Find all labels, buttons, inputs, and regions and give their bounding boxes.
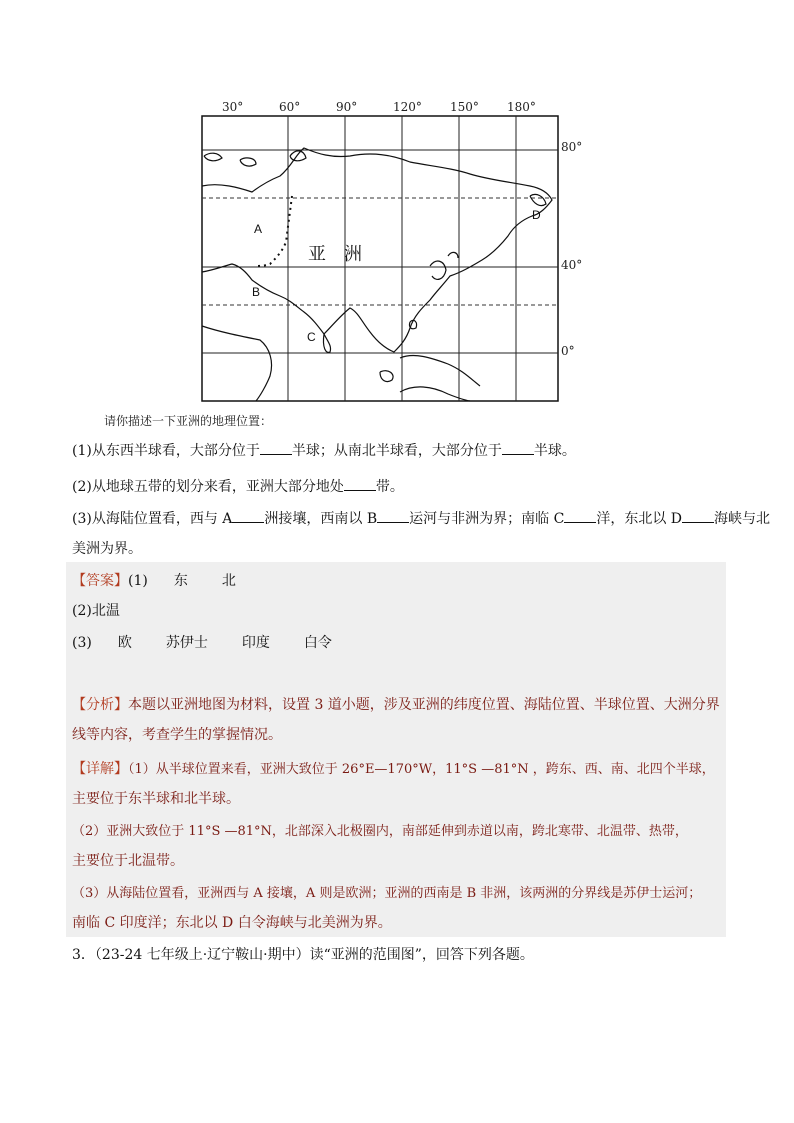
- question-1-part-b: 半球；从南北半球看，大部分位于: [291, 443, 502, 459]
- lon-label-30: 30°: [222, 100, 244, 114]
- detail-line-2: 主要位于东半球和北半球。: [72, 791, 240, 807]
- question-1-part-c: 半球。: [533, 443, 576, 459]
- question-1: [72, 440, 576, 460]
- lat-label-40: 40°: [561, 258, 583, 272]
- question-2-part-a: (2)从地球五带的划分来看，亚洲大部分地处: [72, 479, 344, 495]
- analysis-line-2: 线等内容，考查学生的掌握情况。: [72, 727, 282, 743]
- lon-label-120: 120°: [393, 100, 422, 114]
- lat-label-80: 80°: [561, 140, 583, 154]
- answer-line-2: (2)北温: [72, 603, 120, 619]
- asia-map-svg: [200, 96, 583, 406]
- answer-blank: [344, 478, 376, 491]
- answer-3-item: 苏伊士: [165, 635, 208, 651]
- answer-blank: [377, 510, 409, 523]
- answer-3-item: 欧: [117, 635, 132, 651]
- map-frame: [202, 116, 558, 401]
- question-3-part-a: (3)从海陆位置看，西与 A: [72, 511, 233, 527]
- question-3: [72, 508, 770, 528]
- lon-label-150: 150°: [450, 100, 479, 114]
- question-3-continuation: 美洲为界。: [72, 541, 142, 557]
- map-label-d: D: [532, 208, 541, 222]
- detail-line-5: （3）从海陆位置看，亚洲西与 A 接壤，A 则是欧洲；亚洲的西南是 B 非洲，该两洲的分界线是苏伊士运河；: [72, 886, 702, 901]
- question-3-part-d: 洋，东北以 D: [596, 511, 683, 527]
- map-label-asia: 亚 洲: [308, 244, 362, 265]
- answer-blank: [502, 442, 534, 455]
- map-label-c: C: [307, 330, 316, 344]
- answer-3-item: 白令: [303, 635, 332, 651]
- next-question: 3．（23-24 七年级上·辽宁鞍山·期中）读“亚洲的范围图”，回答下列各题。: [72, 947, 534, 963]
- question-3-part-b: 洲接壤，西南以 B: [264, 511, 378, 527]
- map-label-a: A: [254, 222, 263, 236]
- lon-label-60: 60°: [279, 100, 301, 114]
- answer-3-prefix: (3): [72, 635, 92, 651]
- answer-1-prefix: (1): [128, 573, 148, 589]
- answer-blank: [232, 510, 264, 523]
- figure-caption: 请你描述一下亚洲的地理位置：: [104, 414, 273, 428]
- answer-1-item: 北: [221, 573, 236, 589]
- detail-tag: 【详解】: [72, 761, 128, 777]
- answer-panel: [66, 562, 726, 937]
- answer-blank: [260, 442, 292, 455]
- answer-blank: [564, 510, 596, 523]
- answer-line-1: [72, 570, 270, 590]
- answer-line-3: [72, 632, 366, 652]
- analysis-line-1: [72, 694, 720, 714]
- lon-label-180: 180°: [507, 100, 536, 114]
- answer-1-item: 东: [173, 573, 188, 589]
- lon-label-90: 90°: [336, 100, 358, 114]
- question-3-part-e: 海峡与北: [714, 511, 771, 527]
- answer-3-item: 印度: [241, 635, 270, 651]
- question-2-part-b: 带。: [375, 479, 404, 495]
- detail-text: （1）从半球位置来看，亚洲大致位于 26°E—170°W，11°S —81°N ，跨东、西、南、北四个半球，: [128, 762, 715, 777]
- answer-blank: [682, 510, 714, 523]
- asia-map: [200, 96, 583, 406]
- question-1-part-a: (1)从东西半球看，大部分位于: [72, 443, 260, 459]
- detail-line-4: 主要位于北温带。: [72, 853, 184, 869]
- analysis-tag: 【分析】: [72, 697, 128, 713]
- answer-tag: 【答案】: [72, 573, 128, 589]
- analysis-text: 本题以亚洲地图为材料，设置 3 道小题，涉及亚洲的纬度位置、海陆位置、半球位置、大洲分界: [128, 697, 720, 713]
- question-3-part-c: 运河与非洲为界；南临 C: [409, 511, 565, 527]
- lat-label-0: 0°: [561, 344, 575, 358]
- map-label-b: B: [252, 285, 261, 299]
- detail-line-1: [72, 758, 732, 778]
- detail-line-3: （2）亚洲大致位于 11°S —81°N，北部深入北极圈内，南部延伸到赤道以南，跨北寒带、北温带、热带，: [72, 824, 688, 839]
- detail-line-6: 南临 C 印度洋；东北以 D 白令海峡与北美洲为界。: [72, 915, 392, 931]
- question-2: [72, 476, 404, 496]
